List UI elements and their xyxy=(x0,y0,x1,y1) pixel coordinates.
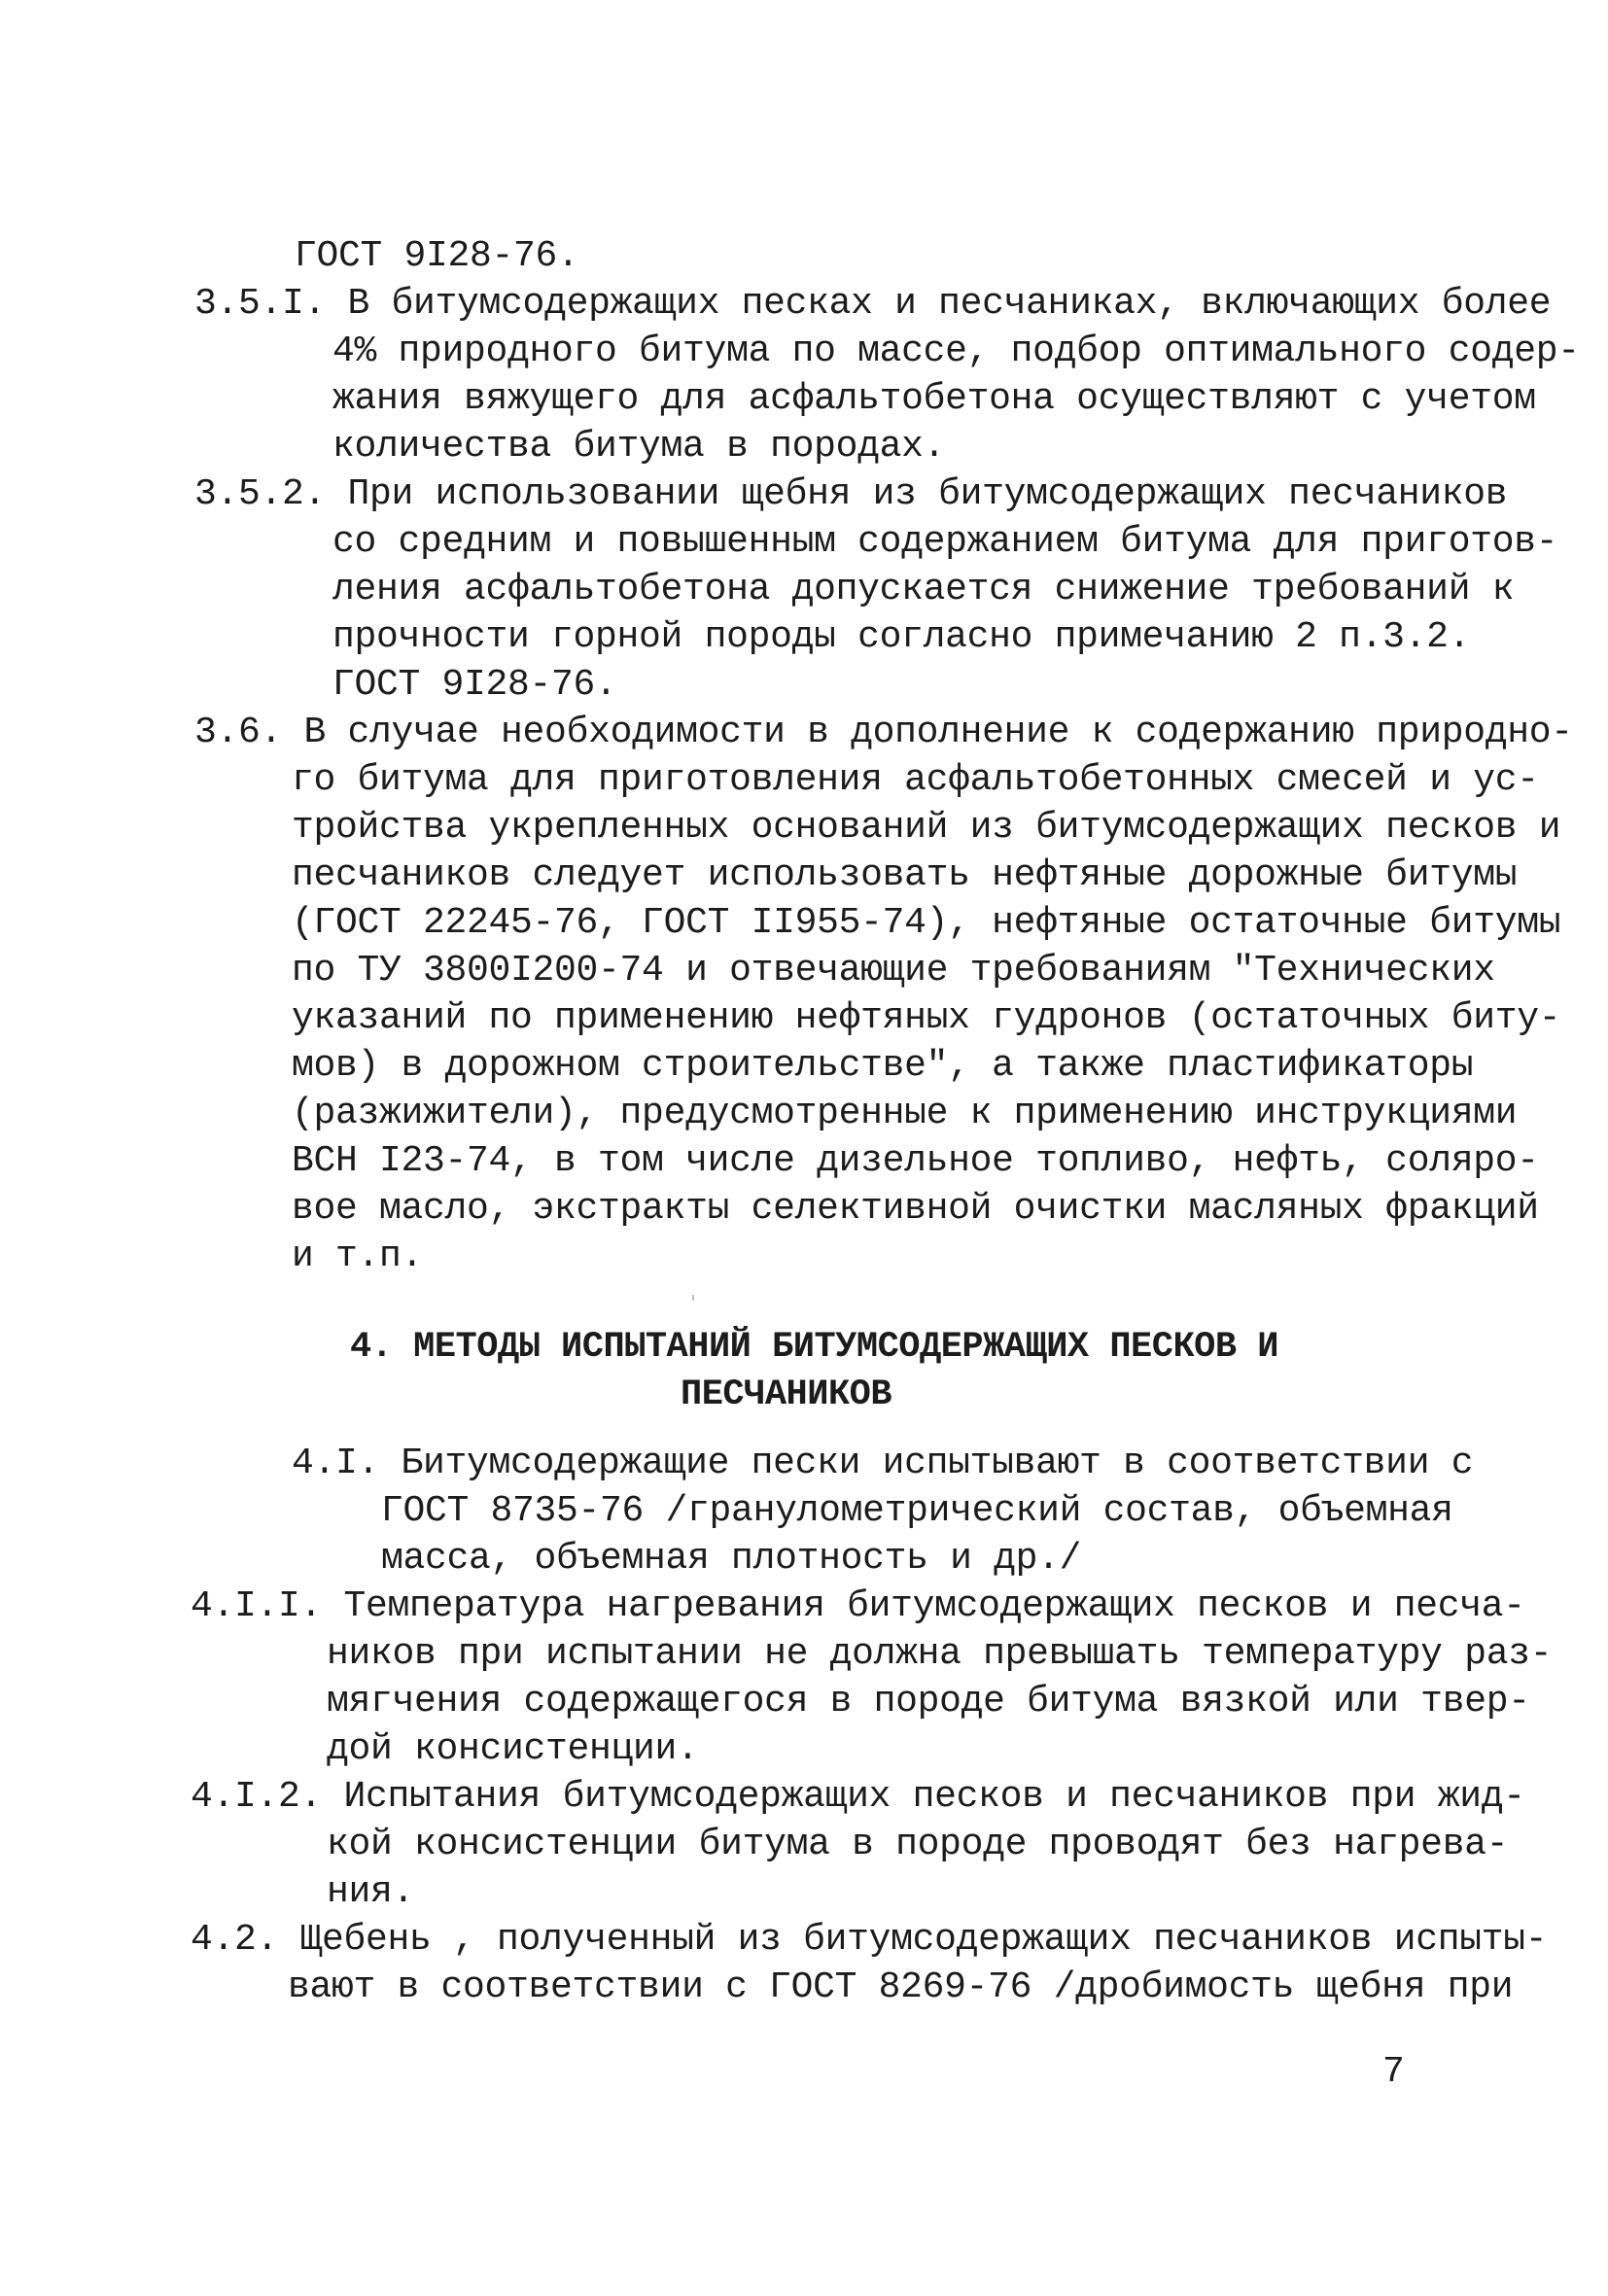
text-line: мягчения содержащегося в породе битума вязкой или твер- xyxy=(327,1681,1530,1722)
text-line: 4.2. Щебень , полученный из битумсодержащих песчаников испыты- xyxy=(191,1919,1548,1961)
text-line: кой консистенции битума в породе проводят без нагрева- xyxy=(327,1824,1509,1865)
text-line: вое масло, экстракты селективной очистки масляных фракций xyxy=(292,1188,1539,1230)
text-line: мов) в дорожном строительстве", а также пластификаторы xyxy=(292,1045,1474,1087)
text-line: песчаников следует использовать нефтяные дорожные битумы xyxy=(292,854,1518,896)
text-line: 3.5.I. В битумсодержащих песках и песчаниках, включающих более xyxy=(194,283,1552,325)
text-line: количества битума в породах. xyxy=(332,426,946,468)
text-line: 3.5.2. При использовании щебня из битумсодержащих песчаников xyxy=(194,473,1508,515)
text-line: ГОСТ 9I28-76. xyxy=(332,664,617,706)
text-line: ников при испытании не должна превышать температуру раз- xyxy=(327,1633,1553,1675)
text-line: вают в соответствии с ГОСТ 8269-76 /дробимость щебня при xyxy=(288,1966,1514,2008)
text-line: ВСН I23-74, в том числе дизельное топливо, нефть, соляро- xyxy=(292,1140,1539,1182)
text-line: дой консистенции. xyxy=(327,1728,699,1770)
text-line: со средним и повышенным содержанием битума для приготов- xyxy=(332,521,1558,563)
text-line: прочности горной породы согласно примечанию 2 п.3.2. xyxy=(332,616,1471,658)
text-line: и т.п. xyxy=(292,1235,424,1277)
text-line: 3.6. В случае необходимости в дополнение к содержанию природно- xyxy=(194,712,1573,753)
text-line: 4.I.2. Испытания битумсодержащих песков и песчаников при жид- xyxy=(191,1776,1525,1818)
text-line: (разжижители), предусмотренные к применению инструкциями xyxy=(292,1093,1518,1134)
text-line: тройства укрепленных оснований из битумсодержащих песков и xyxy=(292,807,1561,849)
scan-speck xyxy=(692,1295,694,1301)
text-line: масса, объемная плотность и др./ xyxy=(381,1538,1082,1580)
text-line: 4.I. Битумсодержащие пески испытывают в соответствии с xyxy=(292,1443,1474,1484)
text-line: 4% природного битума по массе, подбор оптимального содер- xyxy=(332,330,1580,372)
text-line: (ГОСТ 22245-76, ГОСТ II955-74), нефтяные остаточные битумы xyxy=(292,902,1561,944)
text-line: ГОСТ 8735-76 /гранулометрический состав, объемная xyxy=(381,1490,1453,1532)
text-line: указаний по применению нефтяных гудронов (остаточных биту- xyxy=(292,997,1561,1039)
section-heading: 4. МЕТОДЫ ИСПЫТАНИЙ БИТУМСОДЕРЖАЩИХ ПЕСКОВ И xyxy=(350,1327,1278,1368)
page-number: 7 xyxy=(1382,2051,1405,2093)
text-line: жания вяжущего для асфальтобетона осуществляют с учетом xyxy=(332,378,1536,420)
text-line: го битума для приготовления асфальтобетонных смесей и ус- xyxy=(292,759,1539,801)
text-line: ния. xyxy=(327,1871,415,1913)
text-line: по ТУ 3800I200-74 и отвечающие требованиям "Технических xyxy=(292,950,1495,991)
text-line: ГОСТ 9I28-76. xyxy=(295,235,579,277)
section-heading-continued: ПЕСЧАНИКОВ xyxy=(681,1374,892,1415)
text-line: ления асфальтобетона допускается снижение требований к xyxy=(332,569,1515,610)
text-line: 4.I.I. Температура нагревания битумсодержащих песков и песча- xyxy=(191,1585,1525,1627)
